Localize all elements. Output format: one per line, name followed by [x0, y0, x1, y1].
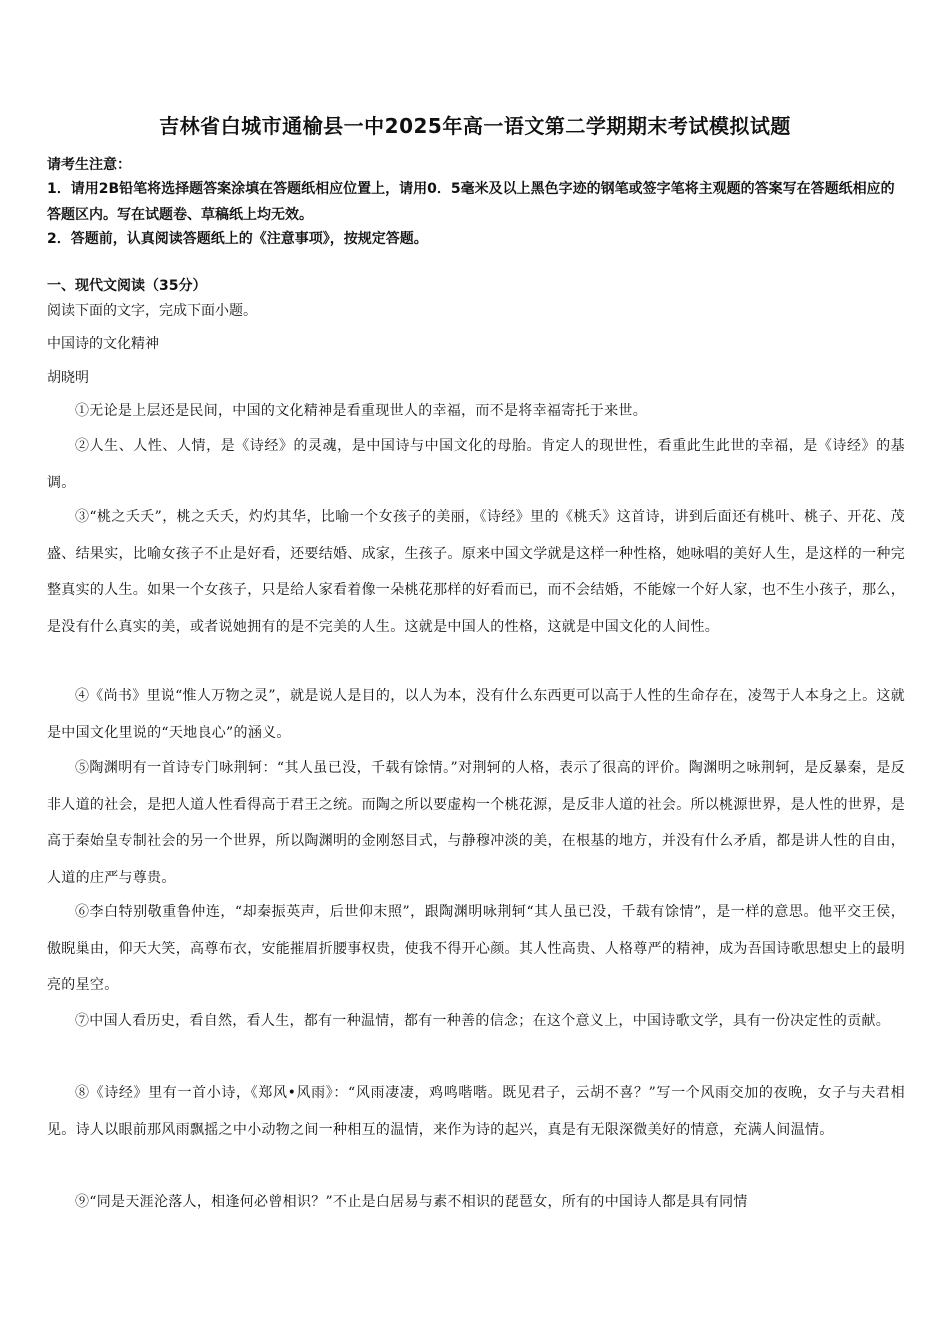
paragraph-8: ⑧《诗经》里有一首小诗，《郑风•风雨》：“风雨凄凄，鸡鸣喈喈。既见君子，云胡不喜？”写一个风雨交加的夜晚，女子与夫君相见。诗人以眼前那风雨飘摇之中小动物之间一种相互的温情，来作为诗的起兴，真是有无限深微美好的情意，充满人间温情。: [47, 1085, 905, 1138]
notice-heading: 请考生注意：: [47, 157, 131, 173]
notice-item-1: 1．请用2B铅笔将选择题答案涂填在答题纸相应位置上，请用0．5毫米及以上黑色字迹的钢笔或签字笔将主观题的答案写在答题纸相应的答题区内。写在试题卷、草稿纸上均无效。: [47, 181, 895, 223]
paragraph-3: ③“桃之夭夭”，桃之夭夭，灼灼其华，比喻一个女孩子的美丽，《诗经》里的《桃夭》这首诗，讲到后面还有桃叶、桃子、开花、茂盛、结果实，比喻女孩子不止是好看，还要结婚、成家，生孩子。原来中国文学就是这样一种性格，她咏唱的美好人生，是这样的一种完整真实的人生。如果一个女孩子，只是给人家看着像一朵桃花那样的好看而已，而不会结婚，不能嫁一个好人家，也不生小孩子，那么，是没有什么真实的美，或者说她拥有的是不完美的人生。这就是中国人的性格，这就是中国文化的人间性。: [47, 509, 905, 635]
exam-title: 吉林省白城市通榆县一中2025年高一语文第二学期期末考试模拟试题: [159, 114, 791, 138]
article-author: 胡晓明: [47, 370, 89, 386]
paragraph-4: ④《尚书》里说“惟人万物之灵”，就是说人是目的，以人为本，没有什么东西更可以高于人性的生命存在，凌驾于人本身之上。这就是中国文化里说的“天地良心”的涵义。: [47, 688, 906, 741]
paragraph-6: ⑥李白特别敬重鲁仲连，“却秦振英声，后世仰末照”，跟陶渊明咏荆轲“其人虽已没，千载有馀情”，是一样的意思。他平交王侯，傲睨巢由，仰天大笑，高尊布衣，安能摧眉折腰事权贵，使我不得开心颜。其人性高贵、人格尊严的精神，成为吾国诗歌思想史上的最明亮的星空。: [47, 904, 905, 993]
paragraph-7: ⑦中国人看历史，看自然，看人生，都有一种温情，都有一种善的信念；在这个意义上，中国诗歌文学，具有一份决定性的贡献。: [75, 1013, 891, 1029]
reading-instruction: 阅读下面的文字，完成下面小题。: [47, 303, 257, 319]
paragraph-5: ⑤陶渊明有一首诗专门咏荆轲：“其人虽已没，千载有馀情。”对荆轲的人格，表示了很高的评价。陶渊明之咏荆轲，是反暴秦，是反非人道的社会，是把人道人性看得高于君王之统。而陶之所以要虚构一个桃花源，是反非人道的社会。所以桃源世界，是人性的世界，是高于秦始皇专制社会的另一个世界，所以陶渊明的金刚怒目式，与静穆冲淡的美，在根基的地方，并没有什么矛盾，都是讲人性的自由，人道的庄严与尊贵。: [47, 760, 905, 886]
paragraph-9: ⑨“同是天涯沦落人，相逢何必曾相识？”不止是白居易与素不相识的琵琶女，所有的中国诗人都是具有同情: [75, 1194, 748, 1210]
section-heading: 一、现代文阅读（35分）: [47, 278, 207, 294]
paragraph-2: ②人生、人性、人情，是《诗经》的灵魂，是中国诗与中国文化的母胎。肯定人的现世性，看重此生此世的幸福，是《诗经》的基调。: [47, 438, 905, 491]
paragraph-1: ①无论是上层还是民间，中国的文化精神是看重现世人的幸福，而不是将幸福寄托于来世。: [75, 403, 647, 419]
article-title: 中国诗的文化精神: [47, 336, 159, 352]
notice-item-2: 2．答题前，认真阅读答题纸上的《注意事项》，按规定答题。: [47, 231, 428, 247]
